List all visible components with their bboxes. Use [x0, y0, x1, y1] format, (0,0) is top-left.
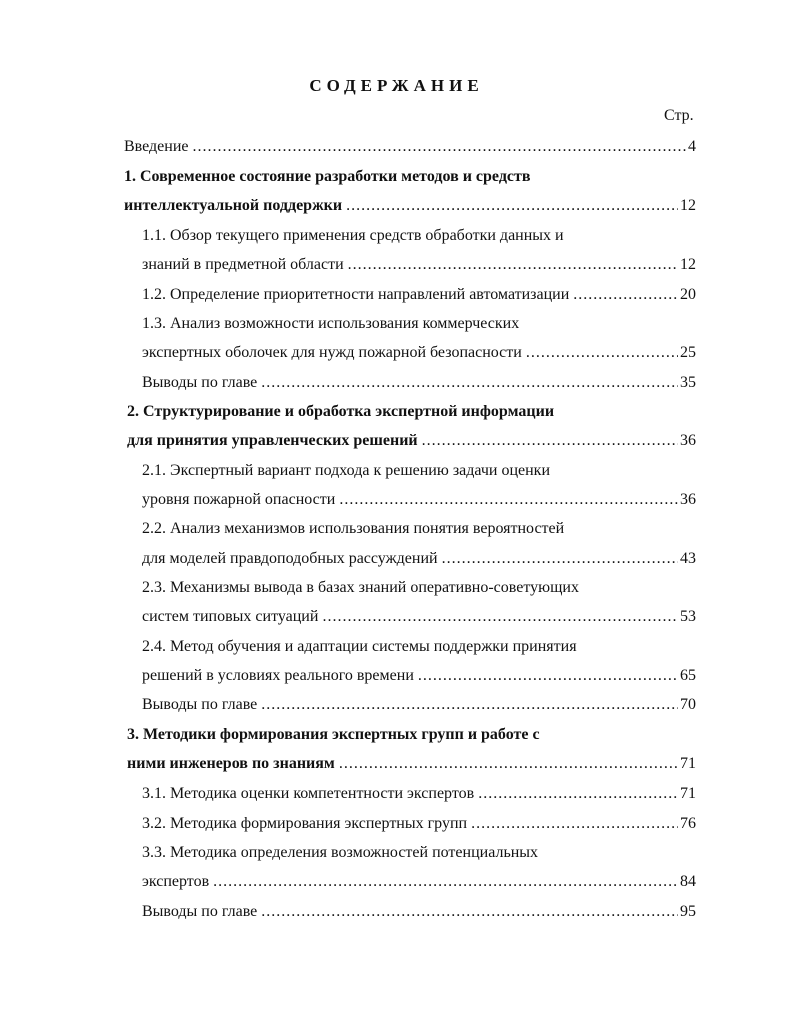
toc-chapter-1-line1: 1. Современное состояние разработки методов и средств [124, 168, 531, 185]
leader-dots [573, 285, 678, 305]
toc-entry-text: Введение [124, 138, 189, 155]
toc-page-number: 12 [680, 256, 696, 273]
toc-section-3-1 [142, 784, 696, 804]
toc-entry-text: для принятия управленческих решений [127, 432, 418, 449]
toc-entry-text: 3.1. Методика оценки компетентности экспертов [142, 785, 475, 802]
leader-dots [478, 784, 678, 804]
toc-page-number: 53 [680, 608, 696, 625]
leader-dots [471, 814, 678, 834]
toc-page-number: 25 [680, 344, 696, 361]
leader-dots [339, 490, 678, 510]
toc-section-1-2 [142, 285, 696, 305]
leader-dots [261, 695, 678, 715]
toc-section-3-3-line1: 3.3. Методика определения возможностей потенциальных [142, 844, 539, 861]
toc-page-number: 35 [680, 374, 696, 391]
toc-section-2-4-line1: 2.4. Метод обучения и адаптации системы поддержки принятия [142, 638, 577, 655]
toc-section-2-1-line1: 2.1. Экспертный вариант подхода к решению задачи оценки [142, 462, 551, 479]
leader-dots [261, 373, 678, 393]
leader-dots [339, 754, 678, 774]
toc-page-number: 20 [680, 286, 696, 303]
toc-entry-text: 3.2. Методика формирования экспертных групп [142, 815, 468, 832]
toc-entry-text: интеллектуальной поддержки [124, 197, 343, 214]
toc-section-2-2 [142, 549, 696, 569]
toc-section-1-1 [142, 255, 696, 275]
leader-dots [261, 902, 678, 922]
leader-dots [346, 196, 678, 216]
toc-page-number: 76 [680, 815, 696, 832]
toc-page-number: 84 [680, 873, 696, 890]
toc-section-1-3-line1: 1.3. Анализ возможности использования коммерческих [142, 315, 520, 332]
toc-section-3-2 [142, 814, 696, 834]
leader-dots [193, 137, 687, 157]
toc-entry-text: Выводы по главе [142, 696, 258, 713]
toc-chapter-1-conclusions [142, 373, 696, 393]
toc-page-number: 12 [680, 197, 696, 214]
leader-dots [348, 255, 678, 275]
page-title: СОДЕРЖАНИЕ [309, 76, 484, 95]
toc-section-1-3 [142, 343, 696, 363]
toc-chapter-3-conclusions [142, 902, 696, 922]
leader-dots [418, 666, 678, 686]
leader-dots [442, 549, 678, 569]
toc-chapter-2 [127, 431, 696, 451]
toc-chapter-1 [124, 196, 696, 216]
toc-entry-text: систем типовых ситуаций [142, 608, 319, 625]
leader-dots [422, 431, 678, 451]
leader-dots [213, 872, 678, 892]
toc-page-number: 95 [680, 903, 696, 920]
toc-chapter-2-line1: 2. Структурирование и обработка экспертной информации [127, 403, 555, 420]
toc-page-number: 4 [688, 138, 696, 155]
toc-section-2-4 [142, 666, 696, 686]
toc-entry-text: Выводы по главе [142, 374, 258, 391]
page-column-label: Стр. [664, 107, 694, 124]
toc-entry-text: ними инженеров по знаниям [127, 755, 335, 772]
toc-entry-text: экспертных оболочек для нужд пожарной безопасности [142, 344, 522, 361]
toc-section-2-3 [142, 607, 696, 627]
toc-entry-text: уровня пожарной опасности [142, 491, 336, 508]
toc-entry-text: знаний в предметной области [142, 256, 344, 273]
toc-entry-text: Выводы по главе [142, 903, 258, 920]
toc-chapter-3 [127, 754, 696, 774]
toc-chapter-3-line1: 3. Методики формирования экспертных групп и работе с [127, 726, 540, 743]
toc-page-number: 43 [680, 550, 696, 567]
toc-page-number: 65 [680, 667, 696, 684]
toc-page-number: 36 [680, 491, 696, 508]
toc-entry-text: для моделей правдоподобных рассуждений [142, 550, 438, 567]
toc-entry-text: экспертов [142, 873, 210, 890]
toc-page-number: 70 [680, 696, 696, 713]
toc-page-number: 71 [680, 755, 696, 772]
toc-entry-text: решений в условиях реального времени [142, 667, 414, 684]
toc-entry-intro [124, 137, 696, 157]
leader-dots [526, 343, 678, 363]
toc-page-number: 71 [680, 785, 696, 802]
toc-section-2-2-line1: 2.2. Анализ механизмов использования понятия вероятностей [142, 520, 565, 537]
toc-section-2-1 [142, 490, 696, 510]
toc-section-1-1-line1: 1.1. Обзор текущего применения средств обработки данных и [142, 227, 564, 244]
toc-chapter-2-conclusions [142, 695, 696, 715]
toc-section-2-3-line1: 2.3. Механизмы вывода в базах знаний оперативно-советующих [142, 579, 579, 596]
toc-section-3-3 [142, 872, 696, 892]
toc-page-number: 36 [680, 432, 696, 449]
leader-dots [322, 607, 678, 627]
toc-entry-text: 1.2. Определение приоритетности направлений автоматизации [142, 286, 570, 303]
